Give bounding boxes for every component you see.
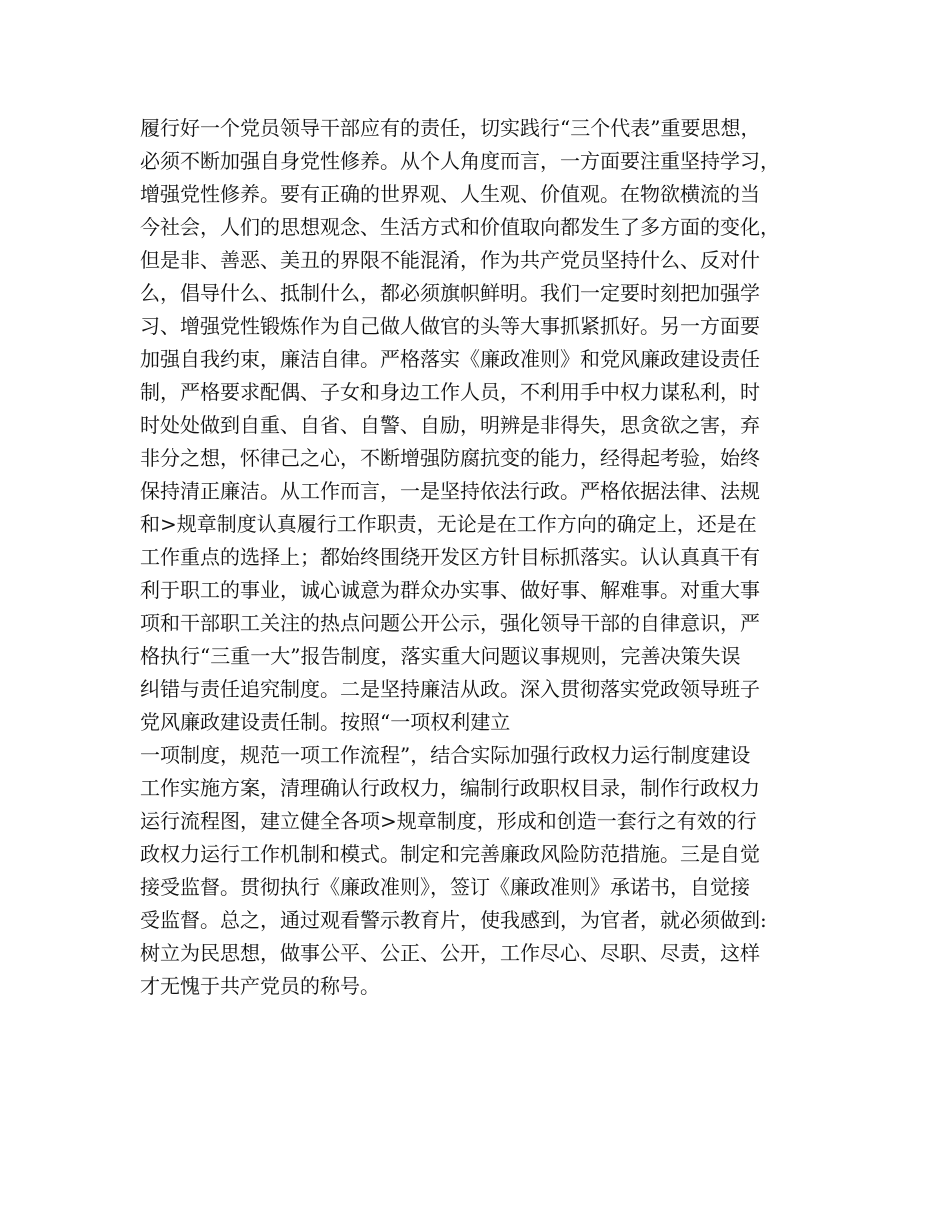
body-text [140, 112, 830, 1003]
text-line: 格执行“三重一大”报告制度，落实重大问题议事规则，完善决策失误 [140, 644, 741, 668]
text-line: 树立为民思想，做事公平、公正、公开，工作尽心、尽职、尽责，这样 [140, 941, 760, 965]
text-line: 工作实施方案，清理确认行政权力，编制行政职权目录，制作行政权力 [140, 776, 760, 800]
text-line: 时处处做到自重、自省、自警、自励，明辨是非得失，思贪欲之害，弃 [140, 413, 760, 437]
text-line: 项和干部职工关注的热点问题公开公示，强化领导干部的自律意识，严 [140, 611, 760, 635]
text-line: 纠错与责任追究制度。二是坚持廉洁从政。深入贯彻落实党政领导班子 [140, 677, 760, 701]
text-line: 加强自我约束，廉洁自律。严格落实《廉政准则》和党风廉政建设责任 [140, 347, 760, 371]
text-line: 今社会，人们的思想观念、生活方式和价值取向都发生了多方面的变化， [140, 215, 780, 239]
text-line: 一项制度，规范一项工作流程”，结合实际加强行政权力运行制度建设 [140, 743, 751, 767]
text-line: 接受监督。贯彻执行《廉政准则》，签订《廉政准则》承诺书，自觉接 [140, 875, 750, 899]
text-line: 制，严格要求配偶、子女和身边工作人员，不利用手中权力谋私利，时 [140, 380, 760, 404]
text-line: 受监督。总之，通过观看警示教育片，使我感到，为官者，就必须做到: [140, 908, 767, 932]
text-line: 和>规章制度认真履行工作职责，无论是在工作方向的确定上，还是在 [140, 512, 757, 536]
text-line: 习、增强党性锻炼作为自己做人做官的头等大事抓紧抓好。另一方面要 [140, 314, 760, 338]
text-line: 政权力运行工作机制和模式。制定和完善廉政风险防范措施。三是自觉 [140, 842, 760, 866]
text-line: 工作重点的选择上；都始终围绕开发区方针目标抓落实。认认真真干有 [140, 545, 760, 569]
text-line: 才无愧于共产党员的称号。 [140, 974, 380, 998]
text-line: 么，倡导什么、抵制什么，都必须旗帜鲜明。我们一定要时刻把加强学 [140, 281, 760, 305]
text-line: 非分之想，怀律己之心，不断增强防腐抗变的能力，经得起考验，始终 [140, 446, 760, 470]
text-line: 党风廉政建设责任制。按照“一项权利建立 [140, 710, 511, 734]
text-line: 运行流程图，建立健全各项>规章制度，形成和创造一套行之有效的行 [140, 809, 757, 833]
text-line: 保持清正廉洁。从工作而言，一是坚持依法行政。严格依据法律、法规 [140, 479, 760, 503]
text-line: 必须不断加强自身党性修养。从个人角度而言，一方面要注重坚持学习， [140, 149, 780, 173]
text-line: 增强党性修养。要有正确的世界观、人生观、价值观。在物欲横流的当 [140, 182, 760, 206]
text-line: 利于职工的事业，诚心诚意为群众办实事、做好事、解难事。对重大事 [140, 578, 760, 602]
text-line: 但是非、善恶、美丑的界限不能混淆，作为共产党员坚持什么、反对什 [140, 248, 760, 272]
text-line: 履行好一个党员领导干部应有的责任，切实践行“三个代表”重要思想， [140, 116, 761, 140]
